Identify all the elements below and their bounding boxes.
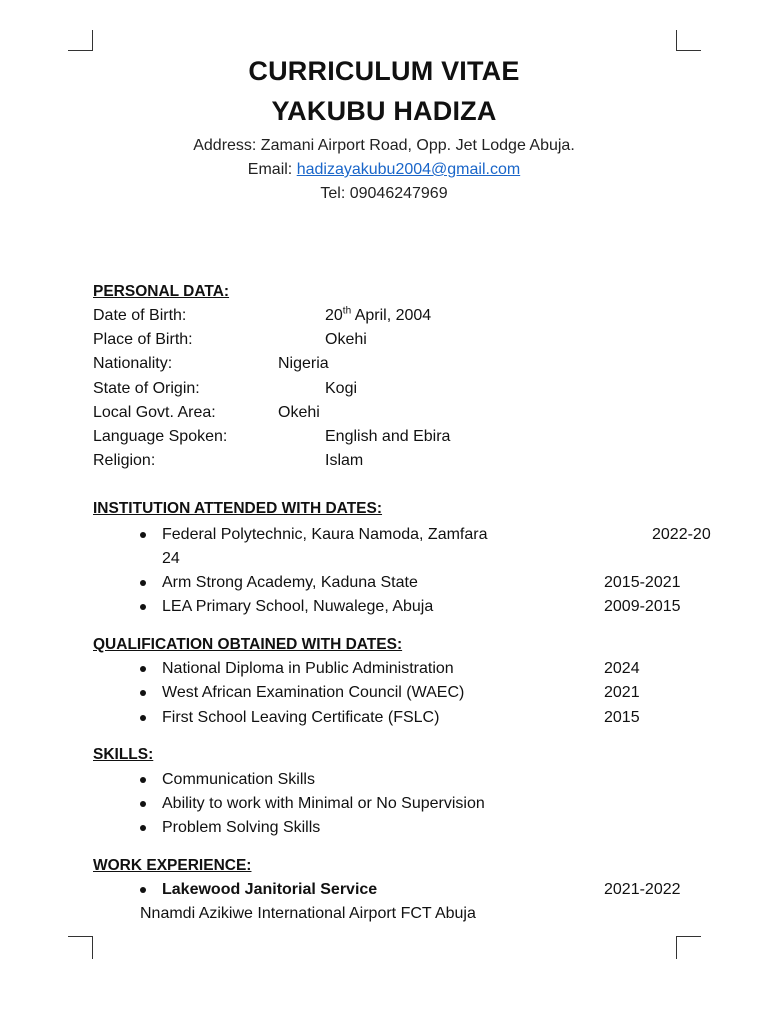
email-label: Email: — [247, 161, 297, 178]
institution-name: Federal Polytechnic, Kaura Namoda, Zamfara — [162, 526, 488, 543]
bullet-icon — [140, 715, 146, 721]
crop-mark-bottom-left — [68, 936, 93, 959]
bullet-icon — [140, 604, 146, 610]
dob-value: 20th April, 2004 — [325, 305, 432, 324]
crop-mark-bottom-right — [676, 936, 701, 959]
personal-data-heading: PERSONAL DATA: — [93, 283, 230, 300]
pob-value: Okehi — [325, 331, 367, 348]
bullet-icon — [140, 887, 146, 893]
religion-value: Islam — [325, 452, 364, 469]
bullet-icon — [140, 690, 146, 696]
state-label: State of Origin: — [93, 380, 200, 397]
religion-label: Religion: — [93, 452, 156, 469]
state-value: Kogi — [325, 380, 358, 397]
bullet-icon — [140, 666, 146, 672]
nationality-value: Nigeria — [278, 355, 329, 372]
candidate-name: YAKUBU HADIZA — [271, 96, 497, 126]
nationality-label: Nationality: — [93, 355, 173, 372]
qualification-date: 2024 — [604, 660, 640, 677]
lga-label: Local Govt. Area: — [93, 404, 216, 421]
qualifications-heading: QUALIFICATION OBTAINED WITH DATES: — [93, 636, 403, 653]
address: Address: Zamani Airport Road, Opp. Jet Lodge Abuja. — [193, 137, 575, 154]
institution-date: 2022-20 — [652, 526, 711, 543]
email-link[interactable]: hadizayakubu2004@gmail.com — [296, 161, 521, 178]
bullet-icon — [140, 777, 146, 783]
employment-date: 2021-2022 — [604, 881, 681, 898]
qualification-date: 2015 — [604, 709, 640, 726]
telephone: Tel: 09046247969 — [320, 185, 448, 202]
work-experience-heading: WORK EXPERIENCE: — [93, 857, 252, 874]
skill-item: Communication Skills — [162, 771, 315, 788]
institution-date: 2015-2021 — [604, 574, 681, 591]
language-label: Language Spoken: — [93, 428, 228, 445]
skill-item: Problem Solving Skills — [162, 819, 321, 836]
employer-name: Lakewood Janitorial Service — [162, 881, 378, 898]
crop-mark-top-right — [676, 30, 701, 51]
qualification-name: National Diploma in Public Administration — [162, 660, 454, 677]
crop-mark-top-left — [68, 30, 93, 51]
institution-name: Arm Strong Academy, Kaduna State — [162, 574, 418, 591]
language-value: English and Ebira — [325, 428, 451, 445]
lga-value: Okehi — [278, 404, 320, 421]
skills-heading: SKILLS: — [93, 746, 154, 763]
qualification-name: West African Examination Council (WAEC) — [162, 684, 465, 701]
skill-item: Ability to work with Minimal or No Supervision — [162, 795, 485, 812]
qualification-date: 2021 — [604, 684, 640, 701]
email-line — [0, 161, 768, 179]
employment-location: Nnamdi Azikiwe International Airport FCT Abuja — [140, 905, 476, 922]
qualification-name: First School Leaving Certificate (FSLC) — [162, 709, 440, 726]
institution-date-wrap: 24 — [162, 550, 180, 567]
dob-label: Date of Birth: — [93, 307, 187, 324]
bullet-icon — [140, 825, 146, 831]
institutions-heading: INSTITUTION ATTENDED WITH DATES: — [93, 500, 383, 517]
pob-label: Place of Birth: — [93, 331, 193, 348]
bullet-icon — [140, 532, 146, 538]
institution-name: LEA Primary School, Nuwalege, Abuja — [162, 598, 434, 615]
institution-date: 2009-2015 — [604, 598, 681, 615]
bullet-icon — [140, 801, 146, 807]
bullet-icon — [140, 580, 146, 586]
document-title: CURRICULUM VITAE — [248, 56, 520, 86]
